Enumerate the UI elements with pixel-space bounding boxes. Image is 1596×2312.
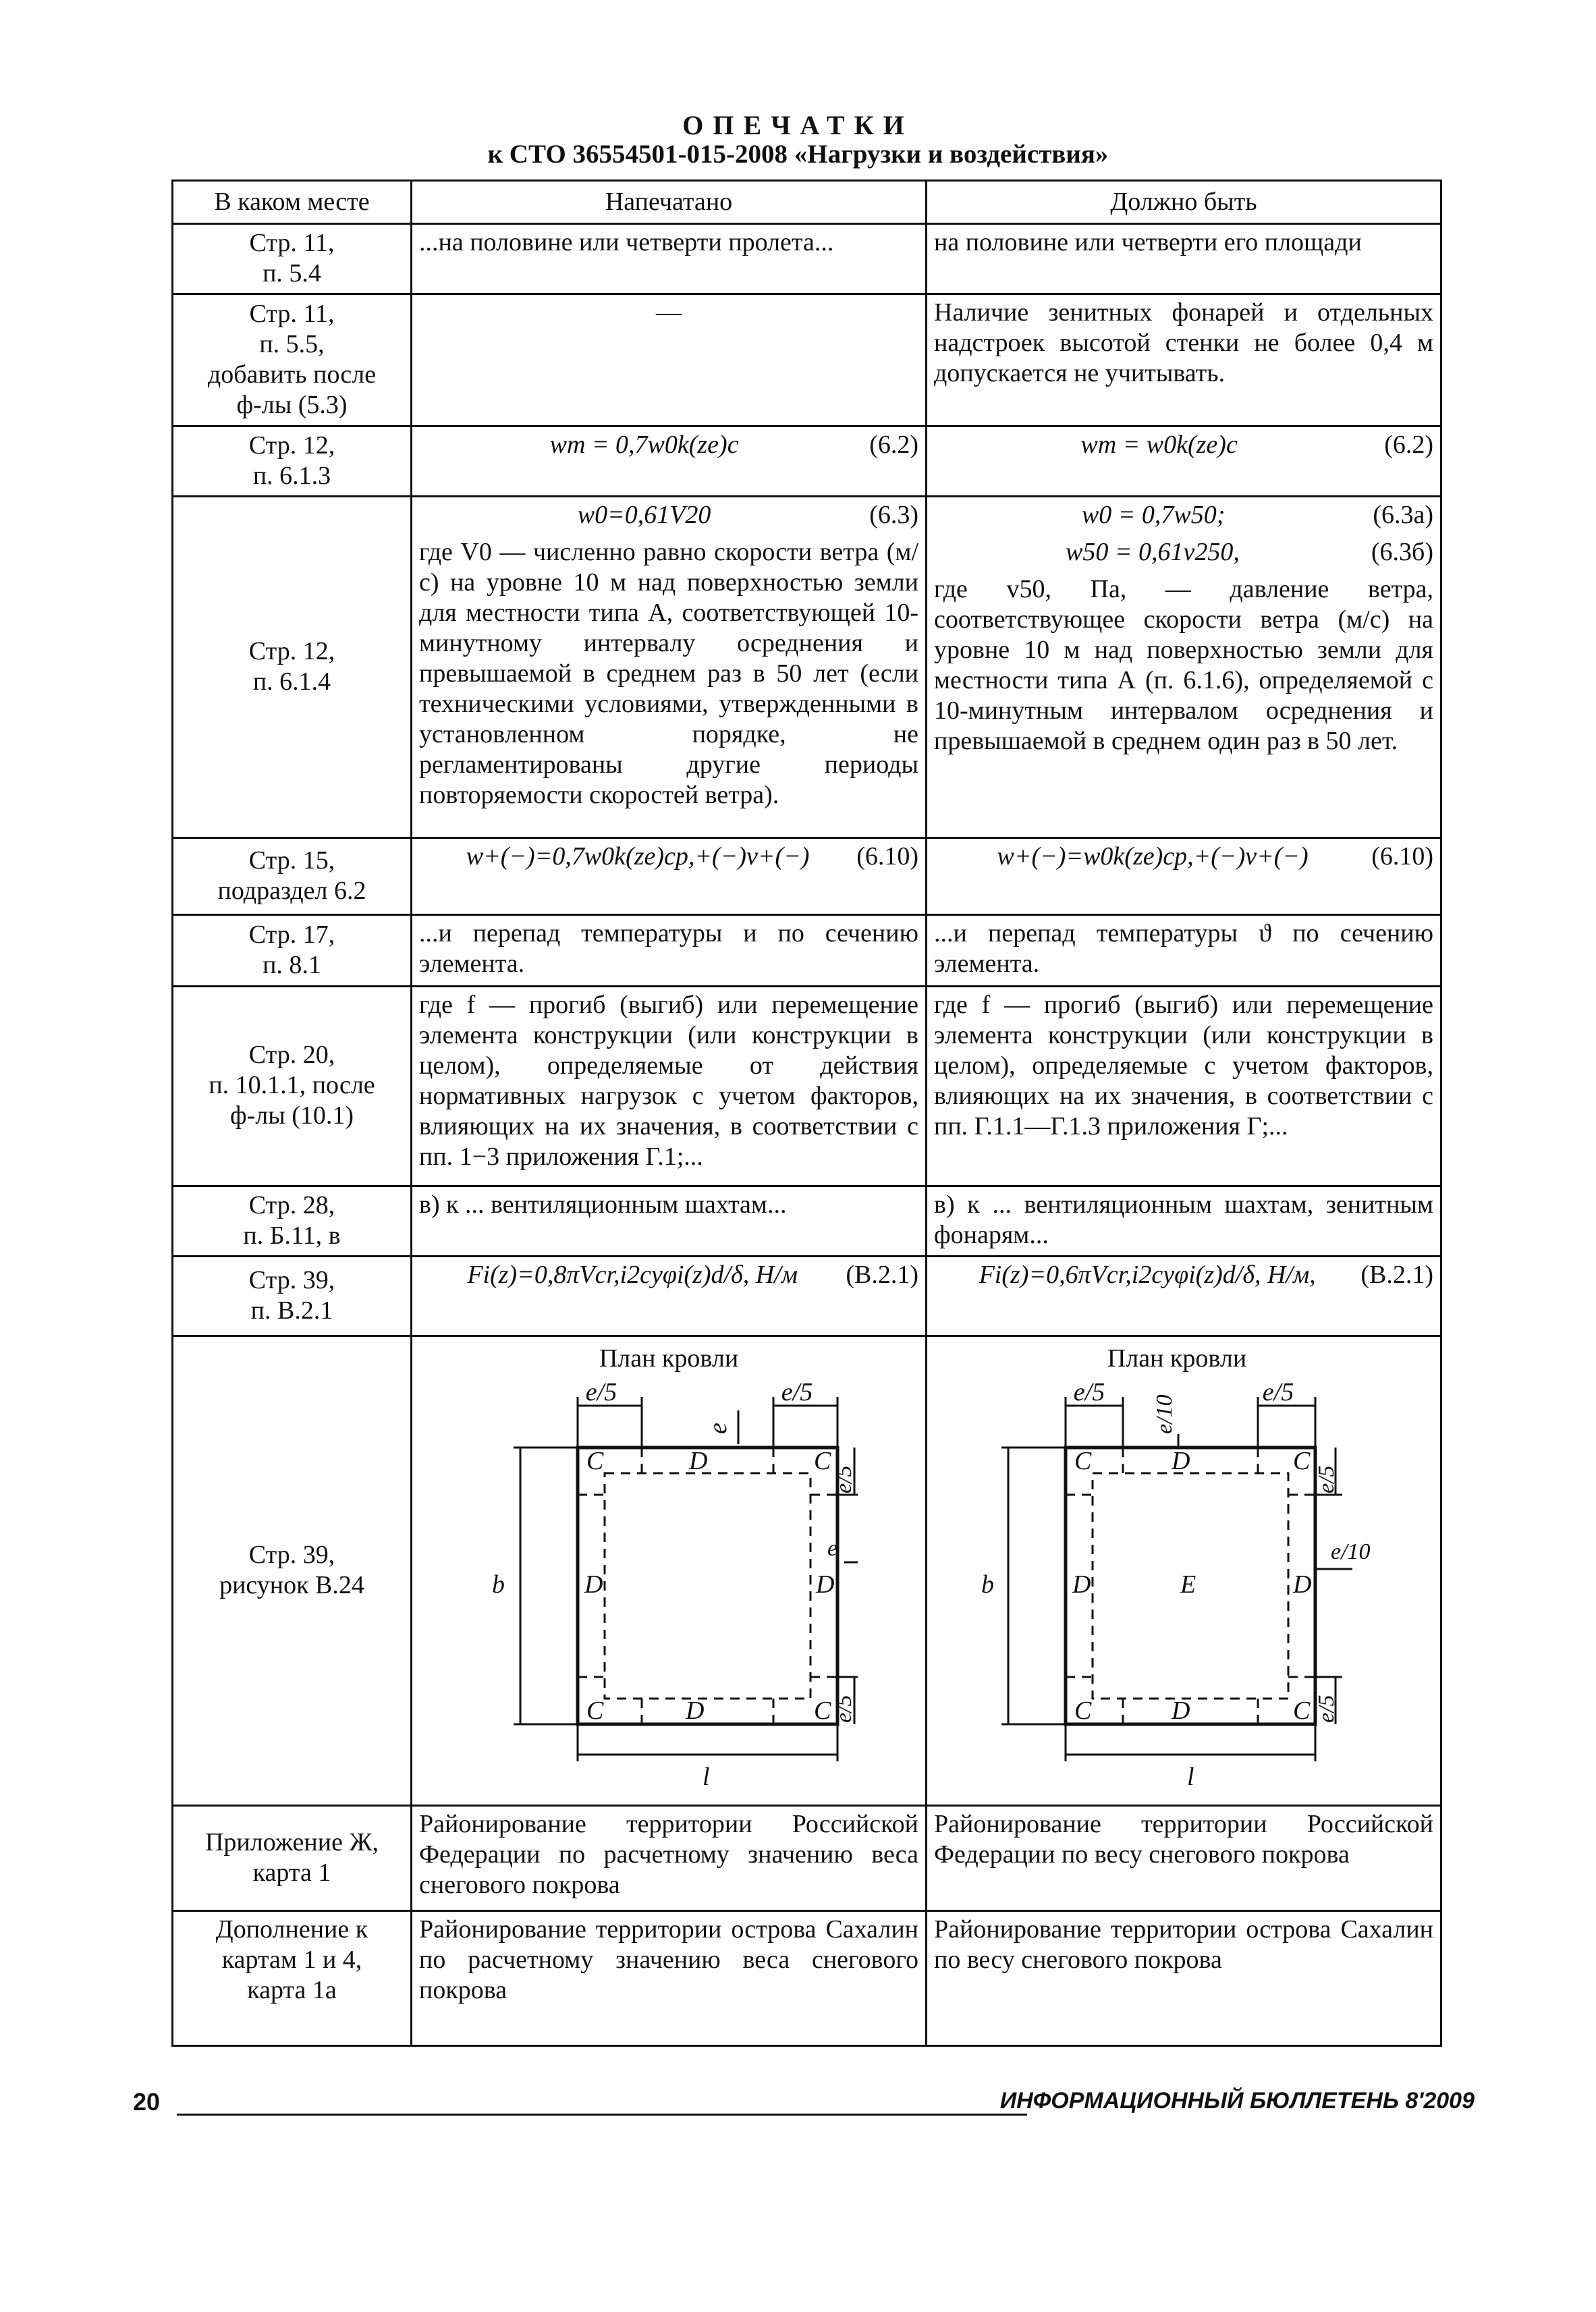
printed-cell: ...на половине или четверти пролета... <box>412 224 927 294</box>
dim-label: e/5 <box>831 1695 856 1723</box>
header-correct: Должно быть <box>927 181 1441 224</box>
roof-plan-figure-correct <box>974 1340 1393 1798</box>
place-cell: Стр. 20, п. 10.1.1, после ф-лы (10.1) <box>173 987 412 1186</box>
zone-label: D <box>689 1447 708 1475</box>
formula: wm = w0k(ze)c <box>1080 431 1238 459</box>
printed-figure-cell <box>412 1336 927 1806</box>
formula-number: (6.2) <box>1384 431 1433 459</box>
dim-label: e <box>827 1536 838 1561</box>
zone-label: D <box>1172 1447 1190 1475</box>
place-cell: Стр. 11, п. 5.4 <box>173 224 412 294</box>
correct-figure-cell <box>927 1336 1441 1806</box>
formula: w+(−)=w0k(ze)cp,+(−)ν+(−) <box>997 842 1309 871</box>
zone-label: C <box>814 1697 831 1725</box>
place-cell: Стр. 28, п. Б.11, в <box>173 1186 412 1257</box>
place-cell: Стр. 39, рисунок В.24 <box>173 1336 412 1806</box>
printed-cell <box>412 838 927 915</box>
zone-label: D <box>1172 1697 1190 1725</box>
footer-rule <box>177 2114 1027 2116</box>
place-cell: Стр. 39, п. В.2.1 <box>173 1257 412 1336</box>
zone-label: D <box>816 1570 835 1599</box>
dim-label: e/5 <box>1314 1465 1339 1493</box>
table-row <box>173 915 1441 987</box>
table-row <box>173 497 1441 838</box>
printed-cell: Районирование территории Российской Федерации по расчетному значению веса снегового покрова <box>412 1806 927 1911</box>
zone-labels <box>584 1447 834 1725</box>
zone-label: C <box>1293 1447 1311 1475</box>
journal-name: ИНФОРМАЦИОННЫЙ БЮЛЛЕТЕНЬ 8'2009 <box>999 2088 1475 2114</box>
printed-cell <box>412 1257 927 1336</box>
zone-label: E <box>1180 1570 1196 1599</box>
correct-cell <box>927 426 1441 497</box>
dim-label-l: l <box>1187 1763 1194 1791</box>
zone-labels <box>1072 1447 1311 1725</box>
table-row <box>173 426 1441 497</box>
correct-cell: на половине или четверти его площади <box>927 224 1441 294</box>
dim-label: e/5 <box>1262 1378 1294 1406</box>
correct-cell: где f — прогиб (выгиб) или перемещение элемента конструкции (или конструкции в целом), определяемые с учетом факторов, влияющих на их значения, в соответствии с пп. Г.1.1—Г.1.3 приложения Г;... <box>927 987 1441 1186</box>
printed-cell: — <box>412 294 927 426</box>
zone-label: D <box>686 1697 705 1725</box>
formula: w0=0,61V20 <box>577 501 711 529</box>
formula-number: (6.10) <box>1371 842 1433 871</box>
table-row <box>173 1257 1441 1336</box>
correct-cell: в) к ... вентиляционным шахтам, зенитным фонарям... <box>927 1186 1441 1257</box>
printed-cell: Районирование территории острова Сахалин по расчетному значению веса снегового покрова <box>412 1911 927 2046</box>
printed-cell <box>412 497 927 838</box>
formula-number: (6.3а) <box>1373 501 1433 529</box>
printed-cell: в) к ... вентиляционным шахтам... <box>412 1186 927 1257</box>
header-place: В каком месте <box>173 181 412 224</box>
table-row <box>173 224 1441 294</box>
errata-table <box>171 180 1442 2047</box>
formula-explanation: где v50, Па, — давление ветра, соответствующее скорости ветра (м/с) на уровне 10 м над поверхностью земли для местности типа А (п. 6.1.6), определяемой с 10-минутным интервалом осреднения и превышаемой в среднем один раз в 50 лет. <box>934 575 1433 755</box>
zone-label: C <box>1074 1447 1092 1475</box>
dim-label-l: l <box>703 1763 710 1791</box>
zone-label: D <box>584 1570 603 1599</box>
formula: wm = 0,7w0k(ze)c <box>549 431 739 459</box>
dim-label-b: b <box>492 1570 505 1599</box>
table-row <box>173 1911 1441 2046</box>
zone-label: C <box>586 1447 604 1475</box>
formula-number: (В.2.1) <box>1360 1261 1433 1289</box>
dim-label: e/5 <box>831 1465 856 1493</box>
correct-cell <box>927 1257 1441 1336</box>
zone-label: C <box>586 1697 604 1725</box>
table-row <box>173 1186 1441 1257</box>
correct-cell: ...и перепад температуры ϑ по сечению элемента. <box>927 915 1441 987</box>
table-row <box>173 987 1441 1186</box>
dim-label: e <box>704 1423 732 1434</box>
place-cell: Стр. 17, п. 8.1 <box>173 915 412 987</box>
dim-label: e/10 <box>1152 1394 1177 1434</box>
formula-number: (6.2) <box>869 431 918 459</box>
table-row <box>173 1806 1441 1911</box>
formula: w+(−)=0,7w0k(ze)cp,+(−)ν+(−) <box>466 842 810 871</box>
table-header-row <box>173 181 1441 224</box>
place-cell: Стр. 12, п. 6.1.3 <box>173 426 412 497</box>
zone-label: C <box>1074 1697 1092 1725</box>
dim-label: e/5 <box>1073 1378 1105 1406</box>
printed-cell: где f — прогиб (выгиб) или перемещение элемента конструкции (или конструкции в целом), определяемые от действия нормативных нагрузок с учетом факторов, влияющих на их значения, в соответствии с пп. 1−3 приложения Г.1;... <box>412 987 927 1186</box>
table-row <box>173 838 1441 915</box>
zone-label: C <box>814 1447 831 1475</box>
printed-cell <box>412 426 927 497</box>
zone-label: D <box>1293 1570 1312 1599</box>
correct-cell: Районирование территории Российской Федерации по весу снегового покрова <box>927 1806 1441 1911</box>
place-cell: Стр. 11, п. 5.5, добавить после ф-лы (5.3) <box>173 294 412 426</box>
table-row <box>173 1336 1441 1806</box>
formula: Fi(z)=0,8πVcr,i2cyφi(z)d/δ, Н/м <box>467 1261 798 1289</box>
document-title: ОПЕЧАТКИ <box>682 110 914 140</box>
formula-number: (6.3) <box>869 501 918 529</box>
formula: Fi(z)=0,6πVcr,i2cyφi(z)d/δ, Н/м, <box>979 1261 1316 1289</box>
dim-label-b: b <box>981 1570 994 1599</box>
document-subtitle: к СТО 36554501-015-2008 «Нагрузки и воздействия» <box>487 140 1109 169</box>
formula-number: (6.3б) <box>1371 538 1433 566</box>
formula-number: (В.2.1) <box>846 1261 918 1289</box>
zone-label: C <box>1293 1697 1311 1725</box>
formula-explanation: где V0 — численно равно скорости ветра (м/с) на уровне 10 м над поверхностью земли для местности типа А, соответствующей 10-минутному интервалу осреднения и превышаемой в среднем раз в 50 лет (если техническими условиями, утвержденными в установленном порядке, не регламентированы другие периоды повторяемости скоростей ветра). <box>419 538 918 809</box>
figure-caption: План кровли <box>599 1344 739 1373</box>
place-cell: Дополнение к картам 1 и 4, карта 1а <box>173 1911 412 2046</box>
correct-cell <box>927 838 1441 915</box>
table-row <box>173 294 1441 426</box>
printed-cell: ...и перепад температуры и по сечению элемента. <box>412 915 927 987</box>
roof-outline <box>578 1448 837 1724</box>
place-cell: Стр. 15, подраздел 6.2 <box>173 838 412 915</box>
dim-label: e/5 <box>1314 1695 1339 1723</box>
roof-plan-figure-printed <box>480 1340 858 1798</box>
dim-label: e/5 <box>781 1378 813 1406</box>
formula: w50 = 0,61v250, <box>1065 538 1240 566</box>
figure-caption: План кровли <box>1107 1344 1247 1373</box>
page-number: 20 <box>133 2088 161 2116</box>
dim-label: e/5 <box>585 1378 617 1406</box>
zone-boundaries <box>578 1448 837 1724</box>
formula: w0 = 0,7w50; <box>1081 501 1226 529</box>
correct-cell: Районирование территории острова Сахалин по весу снегового покрова <box>927 1911 1441 2046</box>
correct-cell: Наличие зенитных фонарей и отдельных надстроек высотой стенки не более 0,4 м допускается не учитывать. <box>927 294 1441 426</box>
place-cell: Приложение Ж, карта 1 <box>173 1806 412 1911</box>
zone-label: D <box>1072 1570 1091 1599</box>
correct-cell <box>927 497 1441 838</box>
formula-number: (6.10) <box>856 842 918 871</box>
dim-label: e/10 <box>1331 1539 1371 1564</box>
header-printed: Напечатано <box>412 181 927 224</box>
place-cell: Стр. 12, п. 6.1.4 <box>173 497 412 838</box>
